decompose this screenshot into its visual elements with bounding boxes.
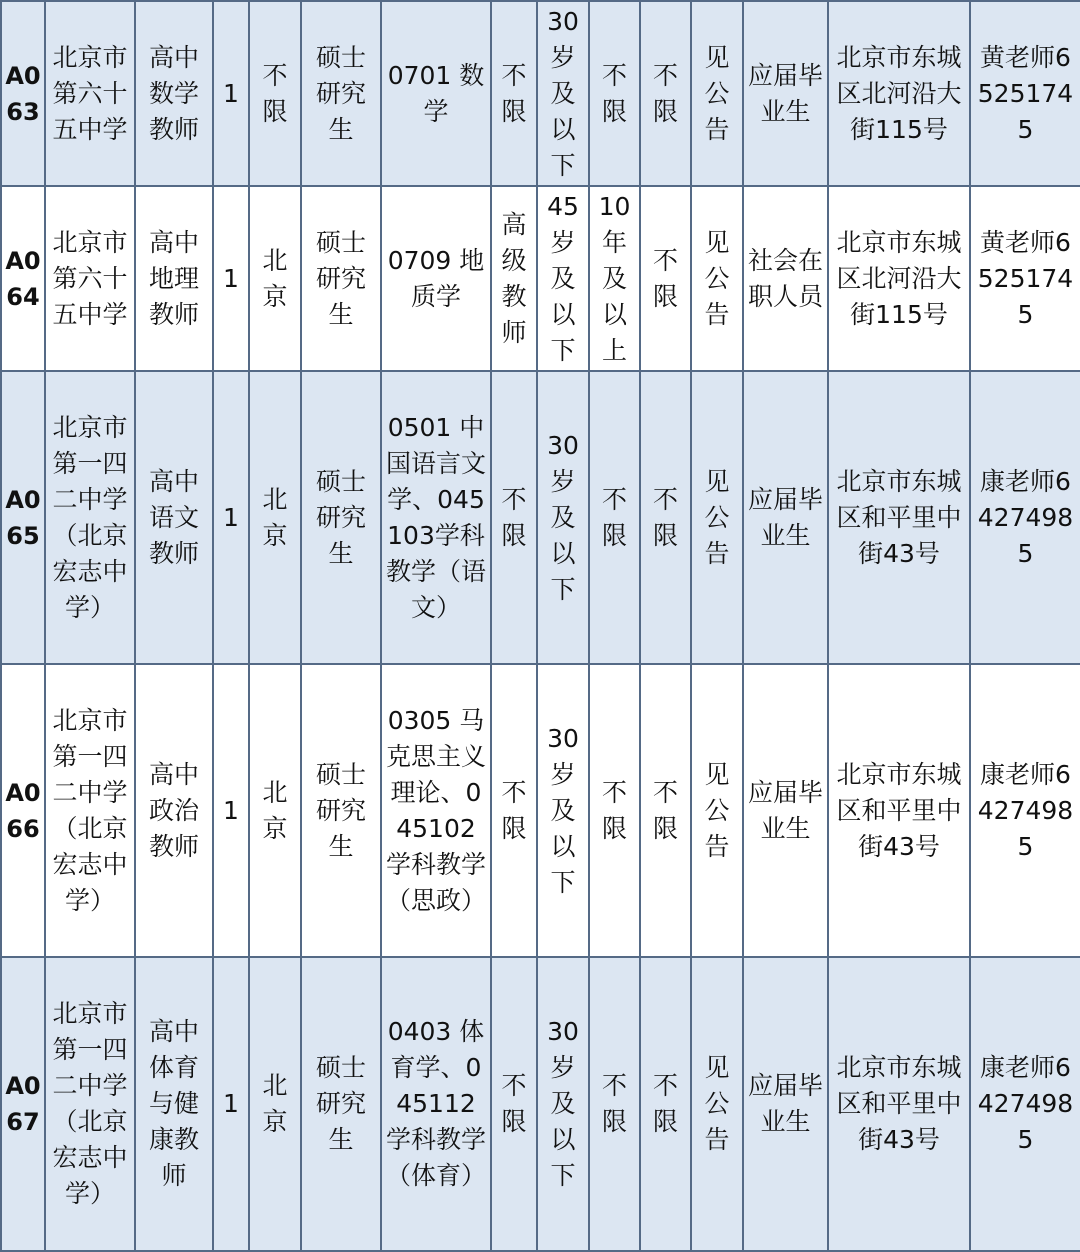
major-requirement: 0403 体育学、045112学科教学（体育）: [381, 957, 491, 1251]
headcount: 1: [213, 1, 249, 186]
table-row: [1, 186, 1080, 371]
table-row: [1, 664, 1080, 957]
other-requirement: 不限: [640, 957, 691, 1251]
target-group: 社会在职人员: [743, 186, 828, 371]
target-group: 应届毕业生: [743, 957, 828, 1251]
title-requirement: 不限: [491, 371, 537, 664]
contact-info: 康老师64274985: [970, 957, 1080, 1251]
position-code: A065: [1, 371, 45, 664]
major-requirement: 0709 地质学: [381, 186, 491, 371]
employer-unit: 北京市第六十五中学: [45, 1, 135, 186]
unit-address: 北京市东城区北河沿大街115号: [828, 1, 970, 186]
other-requirement: 不限: [640, 186, 691, 371]
degree-requirement: 硕士研究生: [301, 186, 381, 371]
title-requirement: 高级教师: [491, 186, 537, 371]
target-group: 应届毕业生: [743, 664, 828, 957]
notice-reference: 见公告: [691, 1, 743, 186]
notice-reference: 见公告: [691, 957, 743, 1251]
position-name: 高中体育与健康教师: [135, 957, 213, 1251]
degree-requirement: 硕士研究生: [301, 1, 381, 186]
experience-requirement: 不限: [589, 664, 640, 957]
position-name: 高中语文教师: [135, 371, 213, 664]
hukou-requirement: 北京: [249, 186, 301, 371]
position-code: A067: [1, 957, 45, 1251]
employer-unit: 北京市第六十五中学: [45, 186, 135, 371]
experience-requirement: 不限: [589, 371, 640, 664]
target-group: 应届毕业生: [743, 1, 828, 186]
title-requirement: 不限: [491, 664, 537, 957]
major-requirement: 0501 中国语言文学、045103学科教学（语文）: [381, 371, 491, 664]
hukou-requirement: 北京: [249, 371, 301, 664]
experience-requirement: 不限: [589, 957, 640, 1251]
title-requirement: 不限: [491, 957, 537, 1251]
position-name: 高中政治教师: [135, 664, 213, 957]
hukou-requirement: 不限: [249, 1, 301, 186]
position-code: A066: [1, 664, 45, 957]
headcount: 1: [213, 957, 249, 1251]
major-requirement: 0305 马克思主义理论、045102学科教学（思政）: [381, 664, 491, 957]
age-requirement: 30岁及以下: [537, 371, 589, 664]
major-requirement: 0701 数学: [381, 1, 491, 186]
unit-address: 北京市东城区和平里中街43号: [828, 371, 970, 664]
position-name: 高中数学教师: [135, 1, 213, 186]
age-requirement: 30岁及以下: [537, 664, 589, 957]
hukou-requirement: 北京: [249, 664, 301, 957]
contact-info: 康老师64274985: [970, 371, 1080, 664]
position-name: 高中地理教师: [135, 186, 213, 371]
contact-info: 康老师64274985: [970, 664, 1080, 957]
degree-requirement: 硕士研究生: [301, 371, 381, 664]
experience-requirement: 10年及以上: [589, 186, 640, 371]
other-requirement: 不限: [640, 664, 691, 957]
table-row: [1, 371, 1080, 664]
target-group: 应届毕业生: [743, 371, 828, 664]
headcount: 1: [213, 664, 249, 957]
employer-unit: 北京市第一四二中学（北京宏志中学）: [45, 957, 135, 1251]
degree-requirement: 硕士研究生: [301, 957, 381, 1251]
title-requirement: 不限: [491, 1, 537, 186]
age-requirement: 30岁及以下: [537, 957, 589, 1251]
hukou-requirement: 北京: [249, 957, 301, 1251]
notice-reference: 见公告: [691, 664, 743, 957]
other-requirement: 不限: [640, 1, 691, 186]
other-requirement: 不限: [640, 371, 691, 664]
table-row: [1, 957, 1080, 1251]
contact-info: 黄老师65251745: [970, 1, 1080, 186]
notice-reference: 见公告: [691, 186, 743, 371]
notice-reference: 见公告: [691, 371, 743, 664]
employer-unit: 北京市第一四二中学（北京宏志中学）: [45, 664, 135, 957]
unit-address: 北京市东城区北河沿大街115号: [828, 186, 970, 371]
contact-info: 黄老师65251745: [970, 186, 1080, 371]
experience-requirement: 不限: [589, 1, 640, 186]
headcount: 1: [213, 186, 249, 371]
unit-address: 北京市东城区和平里中街43号: [828, 664, 970, 957]
headcount: 1: [213, 371, 249, 664]
table-row: [1, 1, 1080, 186]
age-requirement: 30岁及以下: [537, 1, 589, 186]
position-code: A063: [1, 1, 45, 186]
employer-unit: 北京市第一四二中学（北京宏志中学）: [45, 371, 135, 664]
position-code: A064: [1, 186, 45, 371]
degree-requirement: 硕士研究生: [301, 664, 381, 957]
unit-address: 北京市东城区和平里中街43号: [828, 957, 970, 1251]
age-requirement: 45岁及以下: [537, 186, 589, 371]
